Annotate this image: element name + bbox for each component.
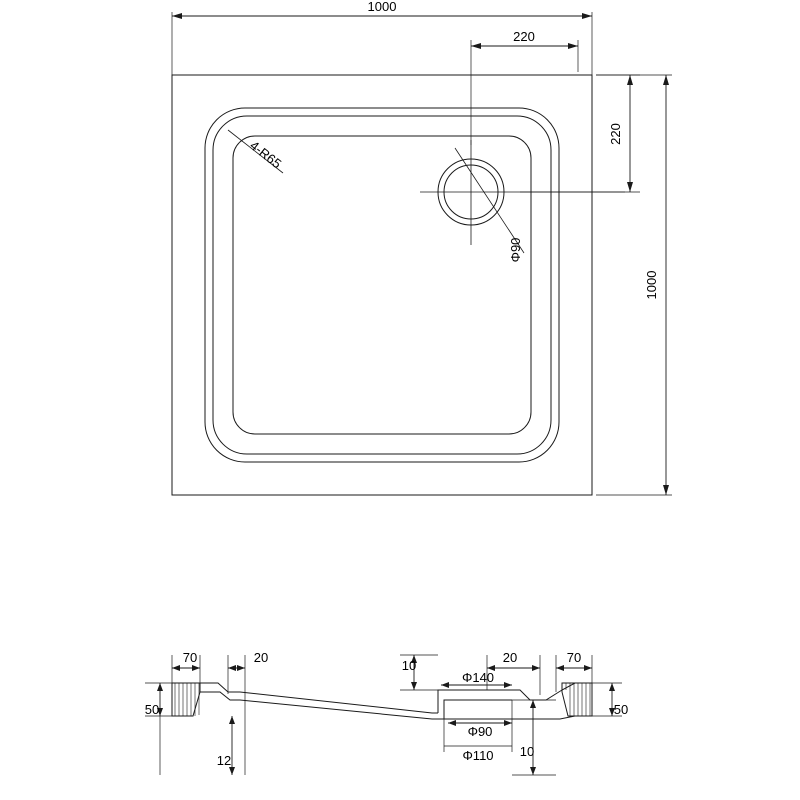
tray-basin-inner (213, 116, 551, 454)
tray-outer-outline (172, 75, 592, 495)
plan-view (172, 12, 672, 495)
label-right-drop: 10 (519, 744, 535, 759)
drain-diameter-leader (455, 148, 524, 253)
section-profile-center (438, 683, 575, 713)
section-profile-top-left (200, 683, 438, 713)
section-profile-bottom-center (444, 716, 575, 719)
label-right-height: 50 (613, 702, 629, 717)
label-drain-outer: Φ140 (461, 670, 495, 685)
label-left-inner-width: 20 (253, 650, 269, 665)
label-corner-radius: 4-R65 (247, 137, 285, 172)
arrow-top-220y (627, 75, 633, 85)
arrow-right-1000 (582, 13, 592, 19)
section-profile-bottom-left (200, 692, 438, 719)
arrow-bottom-220y (627, 182, 633, 192)
label-right-inner-width: 70 (566, 650, 582, 665)
arrow-right-220x (568, 43, 578, 49)
label-drain-offset-y: 220 (608, 123, 623, 145)
tray-basin-outer (205, 108, 559, 462)
label-drain-inner: Φ110 (462, 748, 494, 763)
tray-basin-floor (233, 136, 531, 434)
label-drain-diameter: Φ90 (508, 237, 523, 263)
label-left-depth: 12 (216, 753, 232, 768)
arrow-bottom-1000h (663, 485, 669, 495)
arrow-top-1000h (663, 75, 669, 85)
label-center-drop: 10 (401, 658, 417, 673)
label-drain-middle: Φ90 (467, 724, 493, 739)
left-end-block (172, 683, 200, 716)
arrow-left-1000 (172, 13, 182, 19)
label-center-width: 20 (502, 650, 518, 665)
label-drain-offset-x: 220 (513, 29, 535, 44)
label-overall-height: 1000 (644, 270, 659, 300)
section-drain-inner (438, 700, 512, 719)
arrow-left-220x (471, 43, 481, 49)
label-overall-width: 1000 (367, 0, 397, 14)
label-left-edge-width: 70 (182, 650, 198, 665)
label-left-height: 50 (144, 702, 160, 717)
